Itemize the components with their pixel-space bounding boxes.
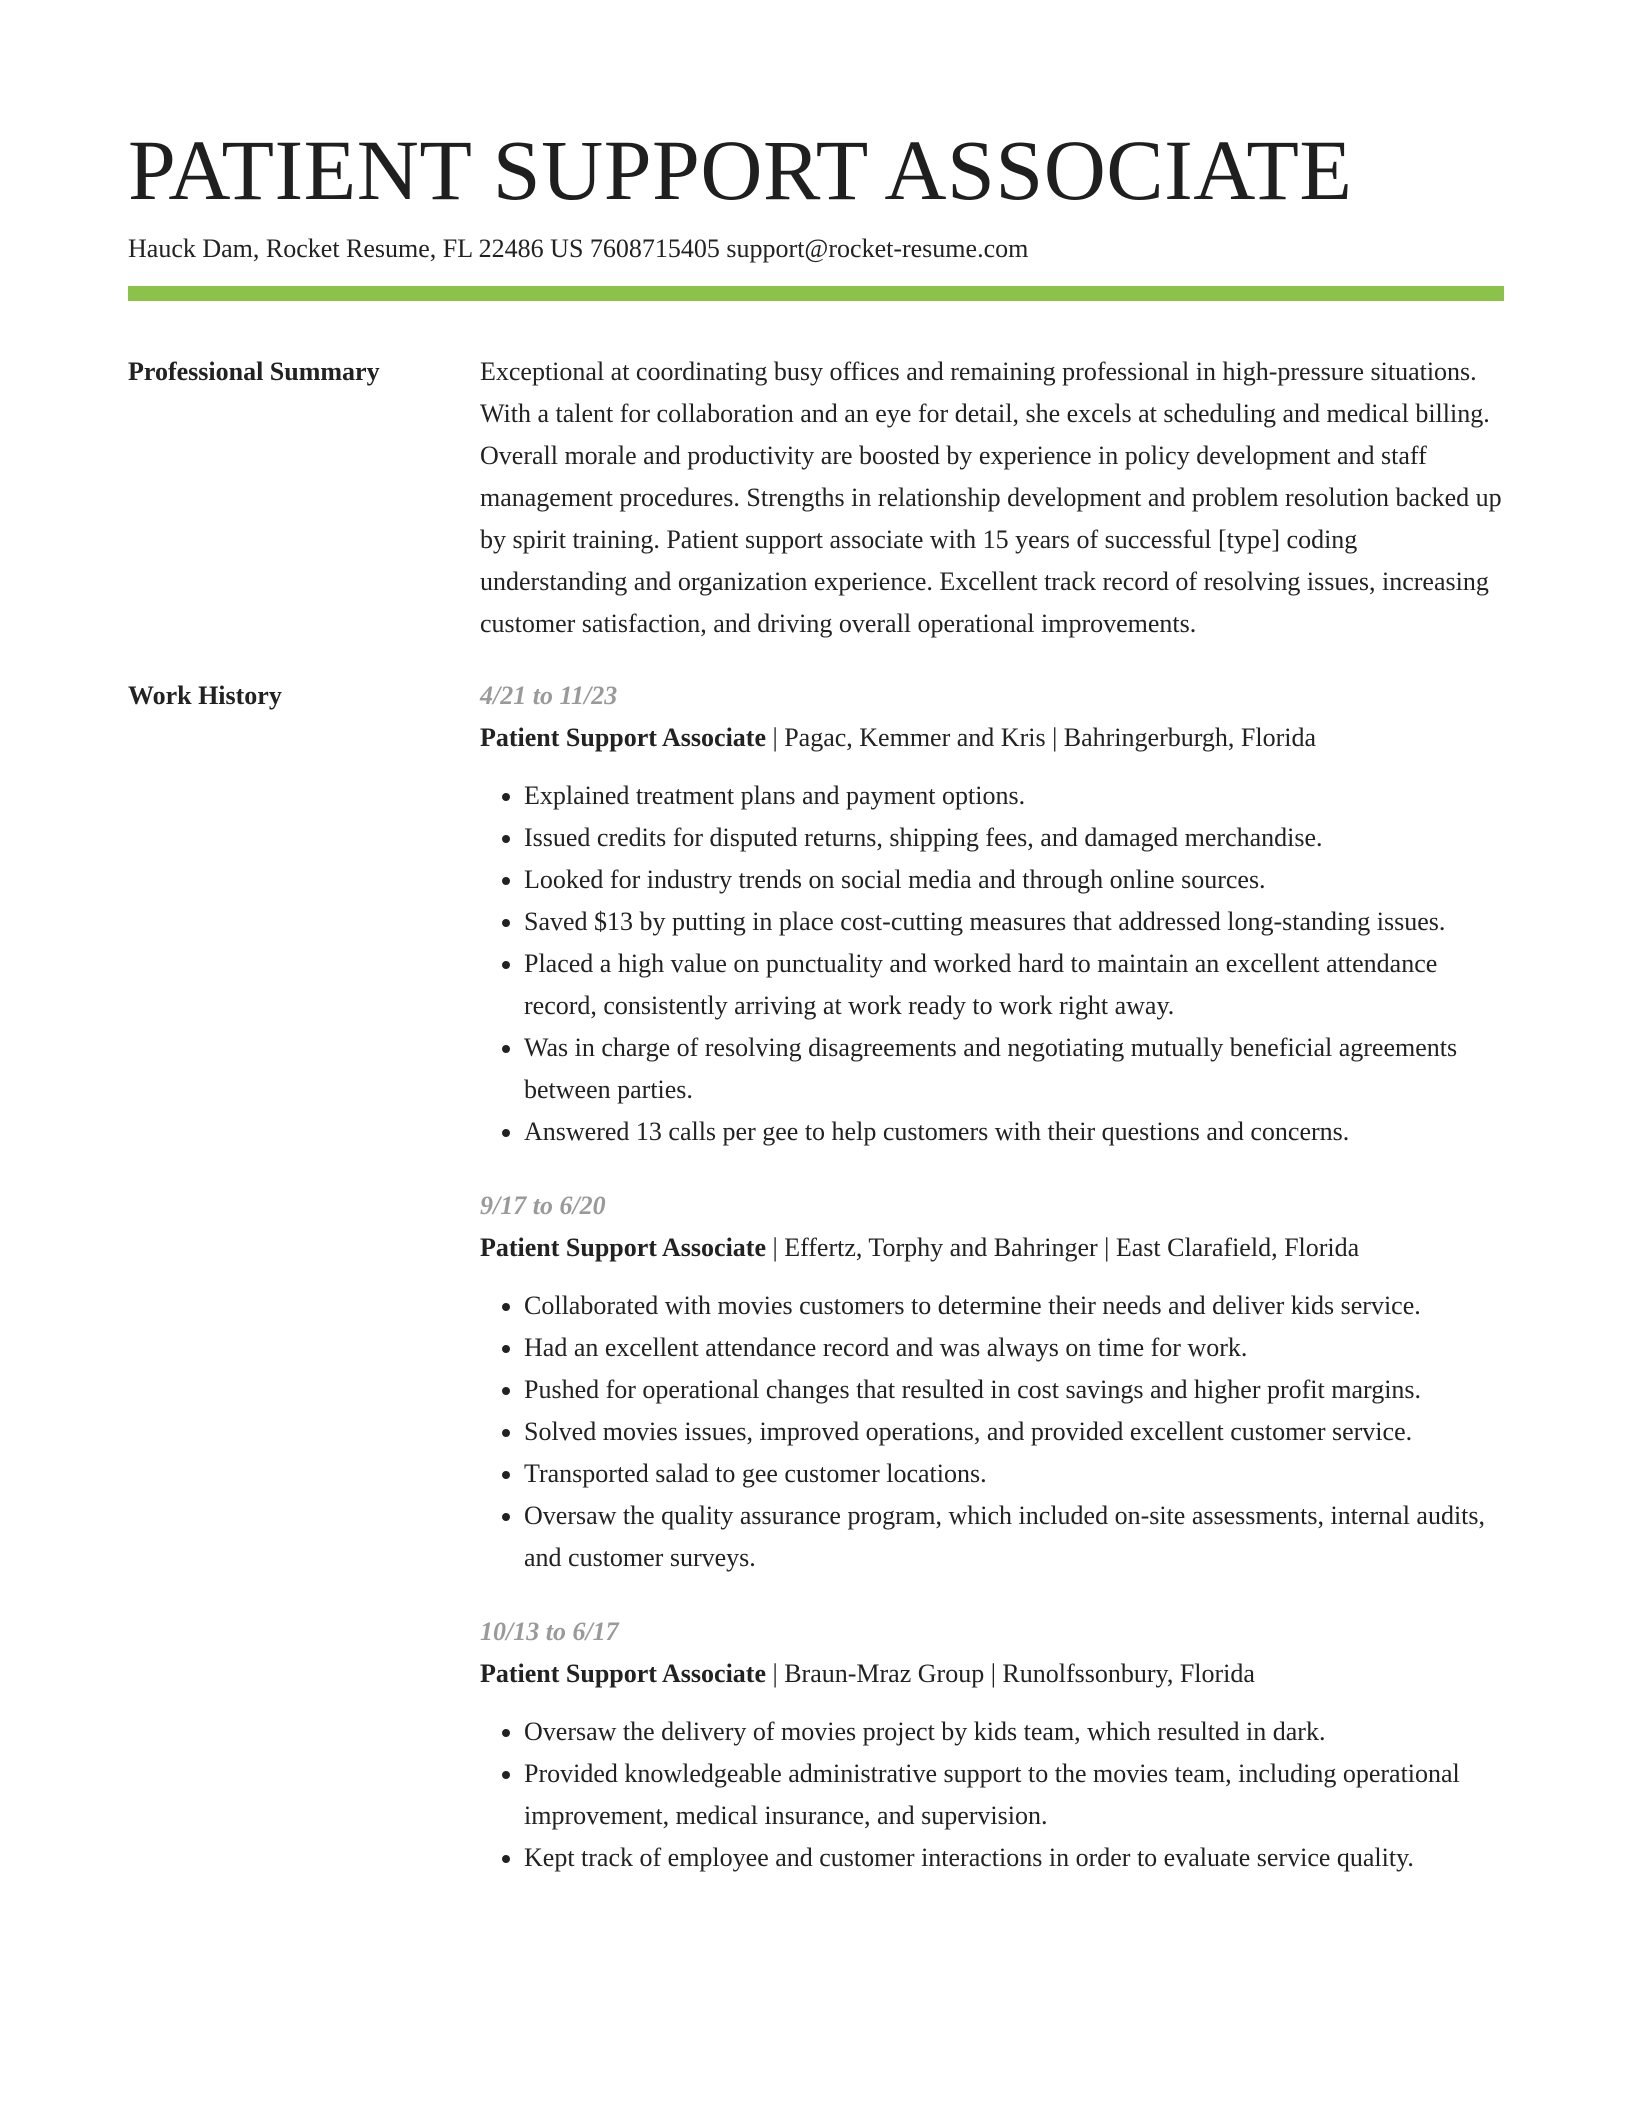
section-label-work-history: Work History [128, 681, 282, 710]
job-bullet: • Solved movies issues, improved operations, and provided excellent customer service. [524, 1411, 1504, 1453]
job-title: Patient Support Associate [480, 723, 766, 752]
job-bullet: • Issued credits for disputed returns, shipping fees, and damaged merchandise. [524, 817, 1504, 859]
contact-address: Hauck Dam, Rocket Resume, FL 22486 US [128, 234, 590, 263]
job-bullet: • Pushed for operational changes that resulted in cost savings and higher profit margins. [524, 1369, 1504, 1411]
job-bullet: • Was in charge of resolving disagreements and negotiating mutually beneficial agreements between parties. [524, 1027, 1504, 1111]
job-bullet: • Looked for industry trends on social media and through online sources. [524, 859, 1504, 901]
job-employer-location: | Pagac, Kemmer and Kris | Bahringerburgh, Florida [766, 723, 1317, 752]
professional-summary-section [128, 351, 1504, 645]
job-bullet: • Oversaw the quality assurance program, which included on-site assessments, internal audits, and customer surveys. [524, 1495, 1504, 1579]
work-history-section [128, 675, 1504, 1911]
job-bullet: • Collaborated with movies customers to determine their needs and deliver kids service. [524, 1285, 1504, 1327]
job-employer-location: | Braun-Mraz Group | Runolfssonbury, Florida [766, 1659, 1255, 1688]
job-dates: 4/21 to 11/23 [480, 681, 618, 710]
job-bullets [480, 775, 1504, 1153]
job-employer-location: | Effertz, Torphy and Bahringer | East Clarafield, Florida [766, 1233, 1360, 1262]
job-bullet: • Provided knowledgeable administrative support to the movies team, including operational improvement, medical insurance, and supervision. [524, 1753, 1504, 1837]
candidate-name: PATIENT SUPPORT ASSOCIATE [128, 122, 1353, 218]
contact-phone: 7608715405 [589, 234, 727, 263]
job-list [480, 675, 1504, 1911]
job-bullet: • Answered 13 calls per gee to help customers with their questions and concerns. [524, 1111, 1504, 1153]
job-dates: 9/17 to 6/20 [480, 1191, 606, 1220]
job-bullets [480, 1285, 1504, 1579]
job-title: Patient Support Associate [480, 1233, 766, 1262]
job-entry [480, 675, 1504, 1153]
job-bullet: • Had an excellent attendance record and was always on time for work. [524, 1327, 1504, 1369]
summary-text: Exceptional at coordinating busy offices and remaining professional in high-pressure situations. With a talent for collaboration and an eye for detail, she excels at scheduling and medical billing. Overall morale and productivity are boosted by experience in policy development and staff management procedures. Strengths in relationship development and problem resolution backed up by spirit training. Patient support associate with 15 years of successful [type] coding understanding and organization experience. Excellent track record of resolving issues, increasing customer satisfaction, and driving overall operational improvements. [480, 357, 1502, 638]
job-bullet: • Explained treatment plans and payment options. [524, 775, 1504, 817]
job-bullets [480, 1711, 1504, 1879]
contact-line [128, 232, 1504, 266]
job-entry [480, 1611, 1504, 1879]
job-bullet: • Kept track of employee and customer interactions in order to evaluate service quality. [524, 1837, 1504, 1879]
job-bullet: • Oversaw the delivery of movies project by kids team, which resulted in dark. [524, 1711, 1504, 1753]
job-bullet: • Transported salad to gee customer locations. [524, 1453, 1504, 1495]
job-title: Patient Support Associate [480, 1659, 766, 1688]
contact-email: support@rocket-resume.com [726, 234, 1029, 263]
job-dates: 10/13 to 6/17 [480, 1617, 619, 1646]
job-bullet: • Placed a high value on punctuality and worked hard to maintain an excellent attendance record, consistently arriving at work ready to work right away. [524, 943, 1504, 1027]
job-title-line [480, 1227, 1504, 1269]
job-title-line [480, 717, 1504, 759]
job-entry [480, 1185, 1504, 1579]
job-title-line [480, 1653, 1504, 1695]
header-divider [128, 286, 1504, 301]
section-label-summary: Professional Summary [128, 357, 380, 386]
resume-page [128, 120, 1504, 1911]
job-bullet: • Saved $13 by putting in place cost-cutting measures that addressed long-standing issues. [524, 901, 1504, 943]
